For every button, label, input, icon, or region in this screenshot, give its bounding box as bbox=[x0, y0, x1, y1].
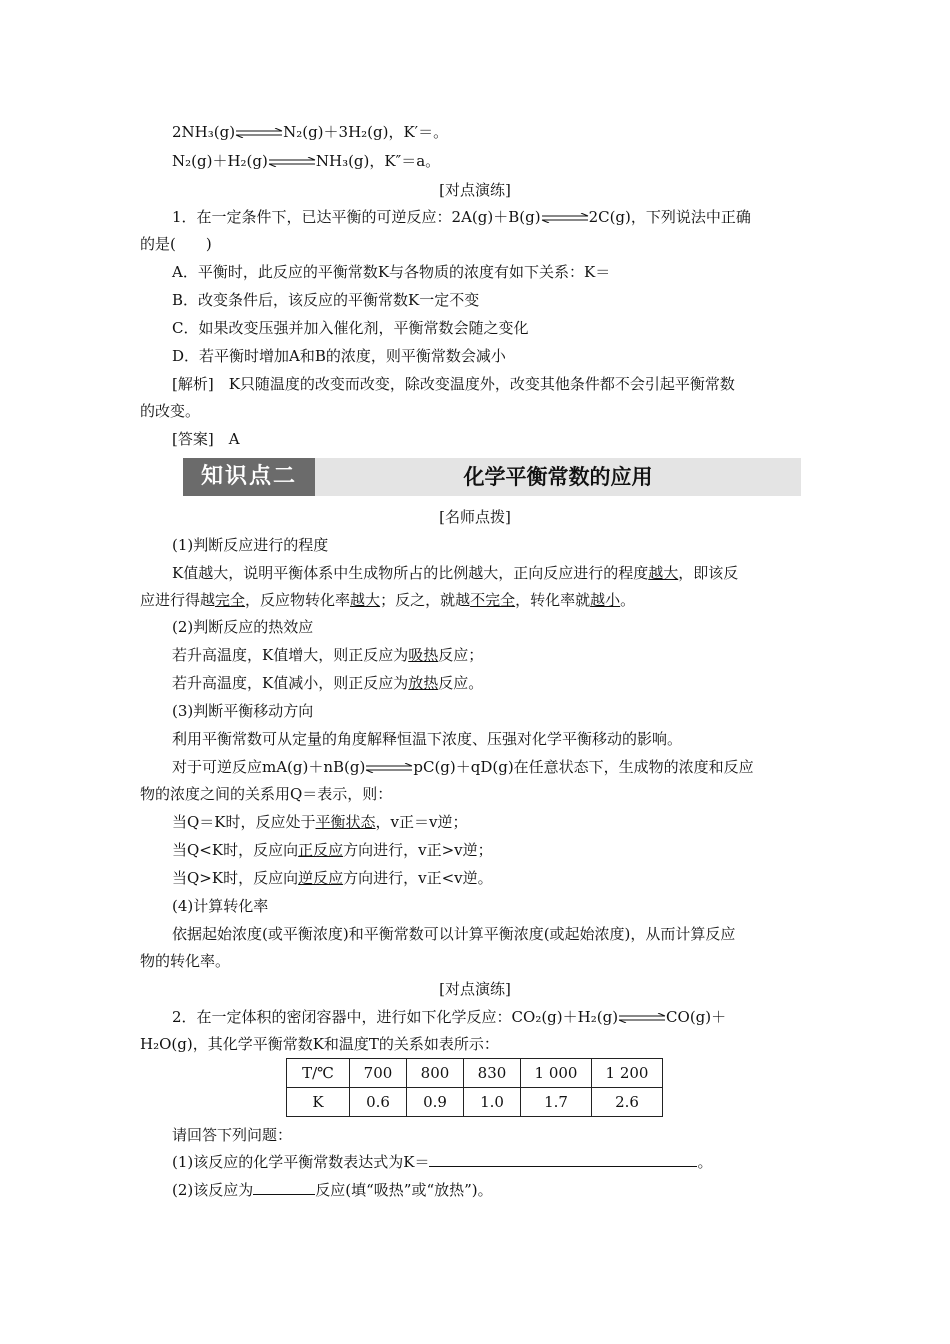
text: 反应(填“吸热”或“放热”)。 bbox=[315, 1181, 493, 1199]
underlined-answer: 平衡状态 bbox=[315, 813, 376, 831]
option-c: C．如果改变压强并加入催化剂，平衡常数会随之变化 bbox=[172, 319, 529, 337]
paragraph: 利用平衡常数可从定量的角度解释恒温下浓度、压强对化学平衡移动的影响。 bbox=[172, 730, 683, 748]
table-cell: 1 200 bbox=[592, 1059, 663, 1088]
condition-line bbox=[172, 868, 493, 888]
practice-heading: [对点演练] bbox=[439, 980, 511, 998]
question-part: 2．在一定体积的密闭容器中，进行如下化学反应：CO₂(g)＋H₂(g) bbox=[172, 1008, 619, 1026]
question-part: 1．在一定条件下，已达平衡的可逆反应：2A(g)＋B(g) bbox=[172, 208, 541, 226]
subsection-title: (4)计算转化率 bbox=[172, 897, 269, 915]
paragraph bbox=[172, 673, 483, 693]
paragraph bbox=[140, 590, 635, 610]
equation-line bbox=[172, 151, 440, 171]
product: N₂(g)＋3H₂(g)，K′＝。 bbox=[283, 123, 449, 141]
option-b: B．改变条件后，该反应的平衡常数K一定不变 bbox=[172, 291, 480, 309]
text: 方向进行，v正>v逆； bbox=[343, 841, 493, 859]
table-cell: 1.7 bbox=[521, 1088, 592, 1117]
paragraph: 依据起始浓度(或平衡浓度)和平衡常数可以计算平衡浓度(或起始浓度)，从而计算反应 bbox=[172, 925, 736, 943]
text: (2)该反应为 bbox=[172, 1181, 254, 1199]
subsection-title: (3)判断平衡移动方向 bbox=[172, 702, 314, 720]
practice-heading: [对点演练] bbox=[439, 181, 511, 199]
equilibrium-arrow-icon bbox=[618, 1013, 666, 1023]
table-cell: 800 bbox=[407, 1059, 464, 1088]
question-part: 2C(g)，下列说法中正确 bbox=[588, 208, 751, 226]
paragraph: 请回答下列问题： bbox=[172, 1126, 293, 1144]
underlined-answer: 不完全 bbox=[470, 591, 516, 609]
reactant: N₂(g)＋H₂(g) bbox=[172, 152, 268, 170]
k-temperature-table bbox=[286, 1058, 663, 1117]
subsection-title: (1)判断反应进行的程度 bbox=[172, 536, 329, 554]
equilibrium-arrow-icon bbox=[235, 128, 283, 138]
equation-line bbox=[172, 122, 448, 142]
question-text: H₂O(g)，其化学平衡常数K和温度T的关系如表所示： bbox=[140, 1035, 499, 1053]
paragraph: 物的浓度之间的关系用Q＝表示，则： bbox=[140, 785, 393, 803]
equilibrium-arrow-icon bbox=[268, 157, 316, 167]
answer: [答案] A bbox=[172, 430, 240, 448]
reactant: 2NH₃(g) bbox=[172, 123, 236, 141]
text: 若升高温度，K值减小，则正反应为 bbox=[172, 674, 409, 692]
option-a: A．平衡时，此反应的平衡常数K与各物质的浓度有如下关系：K＝ bbox=[172, 263, 611, 281]
tips-heading: [名师点拨] bbox=[439, 508, 511, 526]
text: ；反之，就越 bbox=[380, 591, 471, 609]
text: 方向进行，v正<v逆。 bbox=[343, 869, 493, 887]
text: 若升高温度，K值增大，则正反应为 bbox=[172, 646, 409, 664]
question-text bbox=[172, 207, 751, 227]
table-row bbox=[287, 1088, 663, 1117]
section-title: 化学平衡常数的应用 bbox=[463, 465, 653, 489]
product: NH₃(g)，K″＝a。 bbox=[315, 152, 441, 170]
equilibrium-arrow-icon bbox=[541, 213, 589, 223]
text: K值越大，说明平衡体系中生成物所占的比例越大，正向反应进行的程度 bbox=[172, 564, 649, 582]
underlined-answer: 越小 bbox=[590, 591, 621, 609]
sub-question bbox=[172, 1180, 493, 1200]
section-banner bbox=[183, 458, 801, 496]
text: 当Q<K时，反应向 bbox=[172, 841, 299, 859]
answer-blank[interactable] bbox=[253, 1180, 315, 1195]
text: 对于可逆反应mA(g)＋nB(g) bbox=[172, 758, 366, 776]
underlined-answer: 正反应 bbox=[298, 841, 344, 859]
text: ，反应物转化率 bbox=[245, 591, 351, 609]
text: (1)该反应的化学平衡常数表达式为K＝ bbox=[172, 1153, 430, 1171]
underlined-answer: 越大 bbox=[648, 564, 679, 582]
question-part: CO(g)＋ bbox=[666, 1008, 727, 1026]
text: 。 bbox=[620, 591, 636, 609]
underlined-answer: 吸热 bbox=[408, 646, 439, 664]
table-cell: 0.6 bbox=[350, 1088, 407, 1117]
section-tag: 知识点二 bbox=[183, 458, 315, 496]
sub-question bbox=[172, 1152, 712, 1172]
answer-blank[interactable] bbox=[429, 1152, 697, 1167]
table-cell: 2.6 bbox=[592, 1088, 663, 1117]
table-cell: T/℃ bbox=[287, 1059, 350, 1088]
text: 当Q＝K时，反应处于 bbox=[172, 813, 316, 831]
table-cell: 1.0 bbox=[464, 1088, 521, 1117]
text: 应进行得越 bbox=[140, 591, 216, 609]
paragraph bbox=[172, 563, 738, 583]
option-d: D．若平衡时增加A和B的浓度，则平衡常数会减小 bbox=[172, 347, 506, 365]
text: 反应； bbox=[438, 646, 484, 664]
paragraph bbox=[172, 645, 483, 665]
question-text bbox=[172, 1007, 726, 1027]
paragraph bbox=[172, 757, 754, 777]
text: ，转化率就 bbox=[515, 591, 591, 609]
text: 反应。 bbox=[438, 674, 484, 692]
table-cell: 0.9 bbox=[407, 1088, 464, 1117]
text: 。 bbox=[697, 1153, 713, 1171]
question-text: 的是( ) bbox=[140, 235, 212, 253]
underlined-answer: 完全 bbox=[215, 591, 246, 609]
analysis: [解析] K只随温度的改变而改变，除改变温度外，改变其他条件都不会引起平衡常数 bbox=[172, 375, 735, 393]
analysis: 的改变。 bbox=[140, 402, 201, 420]
underlined-answer: 逆反应 bbox=[298, 869, 344, 887]
table-cell: 700 bbox=[350, 1059, 407, 1088]
text: pC(g)＋qD(g)在任意状态下，生成物的浓度和反应 bbox=[413, 758, 754, 776]
table-cell: 830 bbox=[464, 1059, 521, 1088]
table-row bbox=[287, 1059, 663, 1088]
table-cell: 1 000 bbox=[521, 1059, 592, 1088]
equilibrium-arrow-icon bbox=[365, 763, 413, 773]
condition-line bbox=[172, 812, 467, 832]
subsection-title: (2)判断反应的热效应 bbox=[172, 618, 314, 636]
text: ，即该反 bbox=[678, 564, 739, 582]
underlined-answer: 放热 bbox=[408, 674, 439, 692]
underlined-answer: 越大 bbox=[350, 591, 381, 609]
paragraph: 物的转化率。 bbox=[140, 952, 231, 970]
condition-line bbox=[172, 840, 493, 860]
text: 当Q>K时，反应向 bbox=[172, 869, 299, 887]
text: ，v正＝v逆； bbox=[375, 813, 468, 831]
table-cell: K bbox=[287, 1088, 350, 1117]
